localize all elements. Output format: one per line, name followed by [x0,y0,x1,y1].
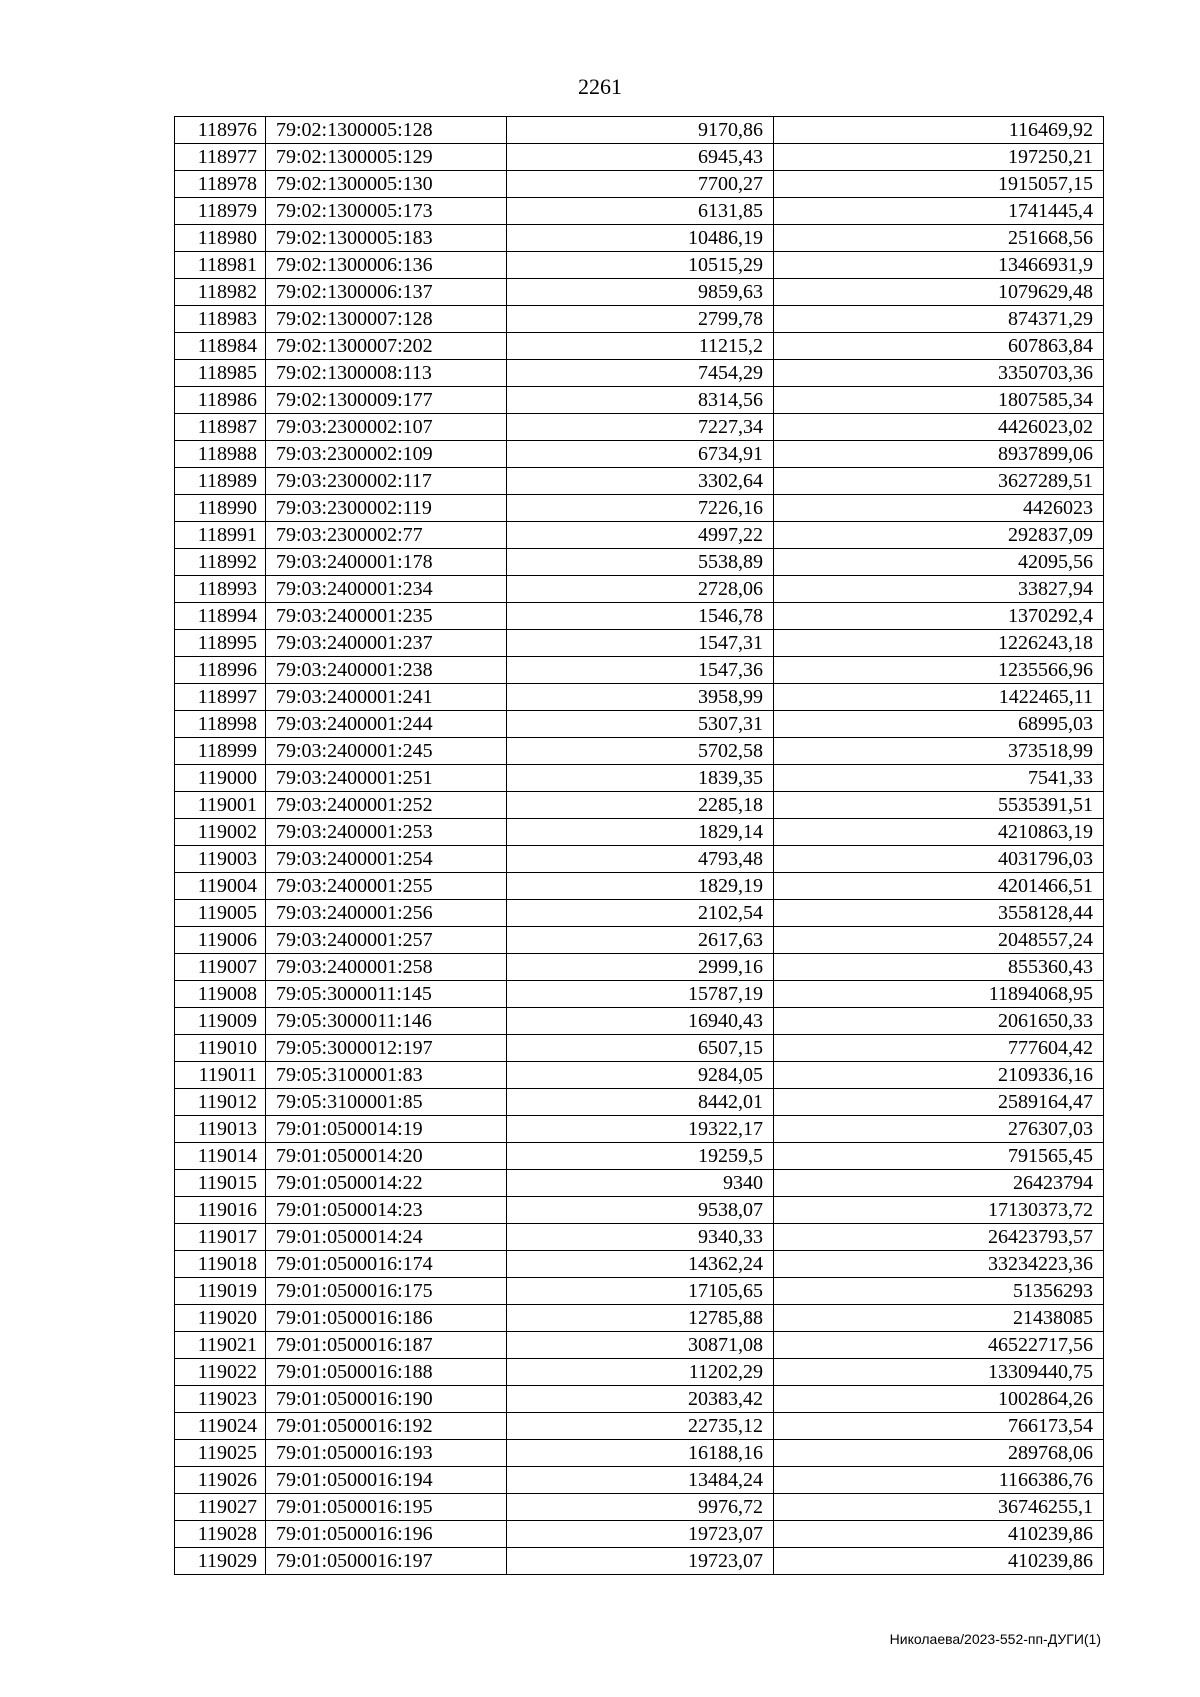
value-cell: 4201466,51 [774,873,1104,900]
table-row [175,684,1104,711]
table-row [175,279,1104,306]
row-number-cell: 118985 [175,360,266,387]
value-cell: 42095,56 [774,549,1104,576]
row-number-cell: 119022 [175,1359,266,1386]
table-row [175,819,1104,846]
value-cell: 607863,84 [774,333,1104,360]
cadastral-number-cell: 79:05:3100001:83 [266,1062,507,1089]
row-number-cell: 119019 [175,1278,266,1305]
row-number-cell: 119005 [175,900,266,927]
area-cell: 1839,35 [507,765,774,792]
cadastral-number-cell: 79:01:0500016:192 [266,1413,507,1440]
value-cell: 766173,54 [774,1413,1104,1440]
value-cell: 1370292,4 [774,603,1104,630]
table-row [175,171,1104,198]
area-cell: 14362,24 [507,1251,774,1278]
area-cell: 7700,27 [507,171,774,198]
area-cell: 9284,05 [507,1062,774,1089]
row-number-cell: 118998 [175,711,266,738]
value-cell: 68995,03 [774,711,1104,738]
table-row [175,1035,1104,1062]
area-cell: 5702,58 [507,738,774,765]
row-number-cell: 118976 [175,117,266,144]
area-cell: 6131,85 [507,198,774,225]
table-row [175,522,1104,549]
area-cell: 1547,31 [507,630,774,657]
area-cell: 30871,08 [507,1332,774,1359]
cadastral-number-cell: 79:03:2400001:255 [266,873,507,900]
cadastral-number-cell: 79:03:2300002:109 [266,441,507,468]
row-number-cell: 119020 [175,1305,266,1332]
value-cell: 1807585,34 [774,387,1104,414]
value-cell: 373518,99 [774,738,1104,765]
row-number-cell: 118987 [175,414,266,441]
row-number-cell: 119013 [175,1116,266,1143]
area-cell: 4793,48 [507,846,774,873]
row-number-cell: 118991 [175,522,266,549]
row-number-cell: 118988 [175,441,266,468]
table-row [175,1359,1104,1386]
cadastral-number-cell: 79:05:3100001:85 [266,1089,507,1116]
value-cell: 289768,06 [774,1440,1104,1467]
value-cell: 1226243,18 [774,630,1104,657]
table-row [175,954,1104,981]
area-cell: 8442,01 [507,1089,774,1116]
table-row [175,657,1104,684]
cadastral-number-cell: 79:01:0500016:175 [266,1278,507,1305]
area-cell: 4997,22 [507,522,774,549]
table-row [175,1467,1104,1494]
cadastral-number-cell: 79:01:0500014:22 [266,1170,507,1197]
area-cell: 19723,07 [507,1521,774,1548]
cadastral-number-cell: 79:02:1300005:173 [266,198,507,225]
value-cell: 11894068,95 [774,981,1104,1008]
row-number-cell: 119009 [175,1008,266,1035]
table-row [175,603,1104,630]
row-number-cell: 119024 [175,1413,266,1440]
cadastral-number-cell: 79:05:3000012:197 [266,1035,507,1062]
area-cell: 19322,17 [507,1116,774,1143]
value-cell: 410239,86 [774,1548,1104,1575]
row-number-cell: 118982 [175,279,266,306]
cadastral-number-cell: 79:02:1300007:202 [266,333,507,360]
value-cell: 1741445,4 [774,198,1104,225]
table-row [175,387,1104,414]
area-cell: 13484,24 [507,1467,774,1494]
value-cell: 13309440,75 [774,1359,1104,1386]
cadastral-number-cell: 79:02:1300005:128 [266,117,507,144]
row-number-cell: 119004 [175,873,266,900]
value-cell: 3627289,51 [774,468,1104,495]
area-cell: 7454,29 [507,360,774,387]
value-cell: 3350703,36 [774,360,1104,387]
cadastral-number-cell: 79:02:1300009:177 [266,387,507,414]
row-number-cell: 119026 [175,1467,266,1494]
cadastral-number-cell: 79:01:0500016:196 [266,1521,507,1548]
table-row [175,900,1104,927]
value-cell: 4031796,03 [774,846,1104,873]
cadastral-number-cell: 79:01:0500016:194 [266,1467,507,1494]
area-cell: 16188,16 [507,1440,774,1467]
area-cell: 1547,36 [507,657,774,684]
row-number-cell: 119014 [175,1143,266,1170]
area-cell: 2285,18 [507,792,774,819]
cadastral-number-cell: 79:01:0500016:186 [266,1305,507,1332]
value-cell: 1166386,76 [774,1467,1104,1494]
table-row [175,1413,1104,1440]
cadastral-number-cell: 79:01:0500016:195 [266,1494,507,1521]
value-cell: 4426023,02 [774,414,1104,441]
row-number-cell: 119007 [175,954,266,981]
area-cell: 2999,16 [507,954,774,981]
value-cell: 1915057,15 [774,171,1104,198]
area-cell: 6507,15 [507,1035,774,1062]
value-cell: 33234223,36 [774,1251,1104,1278]
row-number-cell: 118995 [175,630,266,657]
area-cell: 12785,88 [507,1305,774,1332]
area-cell: 5307,31 [507,711,774,738]
area-cell: 2102,54 [507,900,774,927]
cadastral-number-cell: 79:01:0500014:24 [266,1224,507,1251]
value-cell: 1235566,96 [774,657,1104,684]
table-row [175,225,1104,252]
cadastral-number-cell: 79:01:0500016:197 [266,1548,507,1575]
table-row [175,1332,1104,1359]
area-cell: 3958,99 [507,684,774,711]
table-row [175,792,1104,819]
row-number-cell: 119006 [175,927,266,954]
table-row [175,1008,1104,1035]
value-cell: 1079629,48 [774,279,1104,306]
row-number-cell: 118986 [175,387,266,414]
cadastral-number-cell: 79:03:2400001:251 [266,765,507,792]
area-cell: 9859,63 [507,279,774,306]
cadastral-number-cell: 79:03:2400001:241 [266,684,507,711]
cadastral-number-cell: 79:01:0500016:174 [266,1251,507,1278]
value-cell: 1422465,11 [774,684,1104,711]
row-number-cell: 118997 [175,684,266,711]
value-cell: 197250,21 [774,144,1104,171]
row-number-cell: 119029 [175,1548,266,1575]
area-cell: 8314,56 [507,387,774,414]
table-row [175,846,1104,873]
cadastral-number-cell: 79:03:2400001:254 [266,846,507,873]
table-row [175,468,1104,495]
value-cell: 3558128,44 [774,900,1104,927]
table-row [175,1116,1104,1143]
row-number-cell: 119028 [175,1521,266,1548]
cadastral-number-cell: 79:03:2400001:253 [266,819,507,846]
cadastral-number-cell: 79:01:0500014:23 [266,1197,507,1224]
row-number-cell: 118984 [175,333,266,360]
row-number-cell: 118993 [175,576,266,603]
row-number-cell: 119021 [175,1332,266,1359]
row-number-cell: 119027 [175,1494,266,1521]
table-row [175,711,1104,738]
row-number-cell: 118992 [175,549,266,576]
value-cell: 2109336,16 [774,1062,1104,1089]
cadastral-number-cell: 79:03:2400001:178 [266,549,507,576]
table-row [175,117,1104,144]
cadastral-number-cell: 79:03:2300002:107 [266,414,507,441]
table-row [175,360,1104,387]
cadastral-number-cell: 79:02:1300006:136 [266,252,507,279]
cadastral-number-cell: 79:02:1300005:130 [266,171,507,198]
row-number-cell: 118977 [175,144,266,171]
page-number: 2261 [578,74,622,99]
value-cell: 777604,42 [774,1035,1104,1062]
value-cell: 21438085 [774,1305,1104,1332]
area-cell: 10515,29 [507,252,774,279]
cadastral-number-cell: 79:03:2400001:235 [266,603,507,630]
value-cell: 33827,94 [774,576,1104,603]
cadastral-number-cell: 79:02:1300007:128 [266,306,507,333]
row-number-cell: 118983 [175,306,266,333]
cadastral-number-cell: 79:02:1300008:113 [266,360,507,387]
row-number-cell: 118994 [175,603,266,630]
value-cell: 4210863,19 [774,819,1104,846]
area-cell: 17105,65 [507,1278,774,1305]
cadastral-number-cell: 79:02:1300005:129 [266,144,507,171]
value-cell: 410239,86 [774,1521,1104,1548]
row-number-cell: 119003 [175,846,266,873]
cadastral-number-cell: 79:01:0500014:19 [266,1116,507,1143]
area-cell: 9976,72 [507,1494,774,1521]
cadastral-number-cell: 79:02:1300005:183 [266,225,507,252]
row-number-cell: 118980 [175,225,266,252]
area-cell: 9538,07 [507,1197,774,1224]
table-row [175,873,1104,900]
value-cell: 2061650,33 [774,1008,1104,1035]
cadastral-number-cell: 79:03:2400001:237 [266,630,507,657]
value-cell: 855360,43 [774,954,1104,981]
row-number-cell: 118981 [175,252,266,279]
value-cell: 2048557,24 [774,927,1104,954]
table-row [175,1143,1104,1170]
cadastral-number-cell: 79:03:2400001:234 [266,576,507,603]
area-cell: 19259,5 [507,1143,774,1170]
row-number-cell: 118990 [175,495,266,522]
table-row [175,198,1104,225]
value-cell: 874371,29 [774,306,1104,333]
table-row [175,1089,1104,1116]
row-number-cell: 118996 [175,657,266,684]
value-cell: 13466931,9 [774,252,1104,279]
value-cell: 4426023 [774,495,1104,522]
area-cell: 3302,64 [507,468,774,495]
row-number-cell: 119002 [175,819,266,846]
area-cell: 9340,33 [507,1224,774,1251]
value-cell: 8937899,06 [774,441,1104,468]
cadastral-number-cell: 79:01:0500016:193 [266,1440,507,1467]
value-cell: 292837,09 [774,522,1104,549]
registry-table-body [175,117,1104,1575]
table-row [175,144,1104,171]
table-row [175,414,1104,441]
value-cell: 26423794 [774,1170,1104,1197]
area-cell: 20383,42 [507,1386,774,1413]
area-cell: 7227,34 [507,414,774,441]
value-cell: 116469,92 [774,117,1104,144]
area-cell: 2728,06 [507,576,774,603]
cadastral-number-cell: 79:05:3000011:145 [266,981,507,1008]
area-cell: 15787,19 [507,981,774,1008]
area-cell: 6945,43 [507,144,774,171]
table-row [175,1251,1104,1278]
cadastral-number-cell: 79:03:2400001:245 [266,738,507,765]
area-cell: 2617,63 [507,927,774,954]
document-footer-reference: Николаева/2023-552-пп-ДУГИ(1) [889,1631,1101,1647]
area-cell: 7226,16 [507,495,774,522]
area-cell: 11215,2 [507,333,774,360]
table-row [175,1440,1104,1467]
table-row [175,927,1104,954]
cadastral-number-cell: 79:01:0500016:188 [266,1359,507,1386]
cadastral-number-cell: 79:03:2400001:252 [266,792,507,819]
row-number-cell: 119011 [175,1062,266,1089]
cadastral-number-cell: 79:03:2300002:119 [266,495,507,522]
row-number-cell: 118978 [175,171,266,198]
row-number-cell: 119015 [175,1170,266,1197]
table-row [175,306,1104,333]
cadastral-number-cell: 79:05:3000011:146 [266,1008,507,1035]
table-row [175,549,1104,576]
row-number-cell: 118979 [175,198,266,225]
cadastral-number-cell: 79:01:0500016:190 [266,1386,507,1413]
area-cell: 9340 [507,1170,774,1197]
table-row [175,576,1104,603]
table-row [175,765,1104,792]
row-number-cell: 119025 [175,1440,266,1467]
area-cell: 9170,86 [507,117,774,144]
cadastral-number-cell: 79:03:2400001:256 [266,900,507,927]
table-row [175,441,1104,468]
cadastral-number-cell: 79:01:0500014:20 [266,1143,507,1170]
table-row [175,1170,1104,1197]
table-row [175,1494,1104,1521]
cadastral-number-cell: 79:03:2400001:257 [266,927,507,954]
row-number-cell: 119018 [175,1251,266,1278]
row-number-cell: 119010 [175,1035,266,1062]
row-number-cell: 119008 [175,981,266,1008]
registry-table [174,116,1104,1575]
value-cell: 251668,56 [774,225,1104,252]
cadastral-number-cell: 79:01:0500016:187 [266,1332,507,1359]
row-number-cell: 119016 [175,1197,266,1224]
row-number-cell: 118989 [175,468,266,495]
value-cell: 1002864,26 [774,1386,1104,1413]
table-row [175,1197,1104,1224]
table-row [175,1305,1104,1332]
value-cell: 276307,03 [774,1116,1104,1143]
area-cell: 19723,07 [507,1548,774,1575]
table-row [175,1521,1104,1548]
table-row [175,1278,1104,1305]
row-number-cell: 119023 [175,1386,266,1413]
table-row [175,738,1104,765]
value-cell: 17130373,72 [774,1197,1104,1224]
table-row [175,981,1104,1008]
value-cell: 791565,45 [774,1143,1104,1170]
area-cell: 22735,12 [507,1413,774,1440]
area-cell: 6734,91 [507,441,774,468]
value-cell: 7541,33 [774,765,1104,792]
cadastral-number-cell: 79:03:2400001:258 [266,954,507,981]
table-row [175,252,1104,279]
row-number-cell: 119000 [175,765,266,792]
area-cell: 1546,78 [507,603,774,630]
area-cell: 5538,89 [507,549,774,576]
cadastral-number-cell: 79:03:2400001:238 [266,657,507,684]
value-cell: 5535391,51 [774,792,1104,819]
table-row [175,1386,1104,1413]
area-cell: 1829,14 [507,819,774,846]
table-row [175,1224,1104,1251]
table-row [175,333,1104,360]
area-cell: 11202,29 [507,1359,774,1386]
row-number-cell: 118999 [175,738,266,765]
area-cell: 10486,19 [507,225,774,252]
table-row [175,1062,1104,1089]
table-row [175,1548,1104,1575]
value-cell: 2589164,47 [774,1089,1104,1116]
row-number-cell: 119012 [175,1089,266,1116]
area-cell: 2799,78 [507,306,774,333]
row-number-cell: 119001 [175,792,266,819]
value-cell: 36746255,1 [774,1494,1104,1521]
cadastral-number-cell: 79:03:2300002:77 [266,522,507,549]
value-cell: 51356293 [774,1278,1104,1305]
cadastral-number-cell: 79:03:2300002:117 [266,468,507,495]
table-row [175,495,1104,522]
row-number-cell: 119017 [175,1224,266,1251]
cadastral-number-cell: 79:03:2400001:244 [266,711,507,738]
table-row [175,630,1104,657]
value-cell: 46522717,56 [774,1332,1104,1359]
area-cell: 16940,43 [507,1008,774,1035]
value-cell: 26423793,57 [774,1224,1104,1251]
area-cell: 1829,19 [507,873,774,900]
cadastral-number-cell: 79:02:1300006:137 [266,279,507,306]
